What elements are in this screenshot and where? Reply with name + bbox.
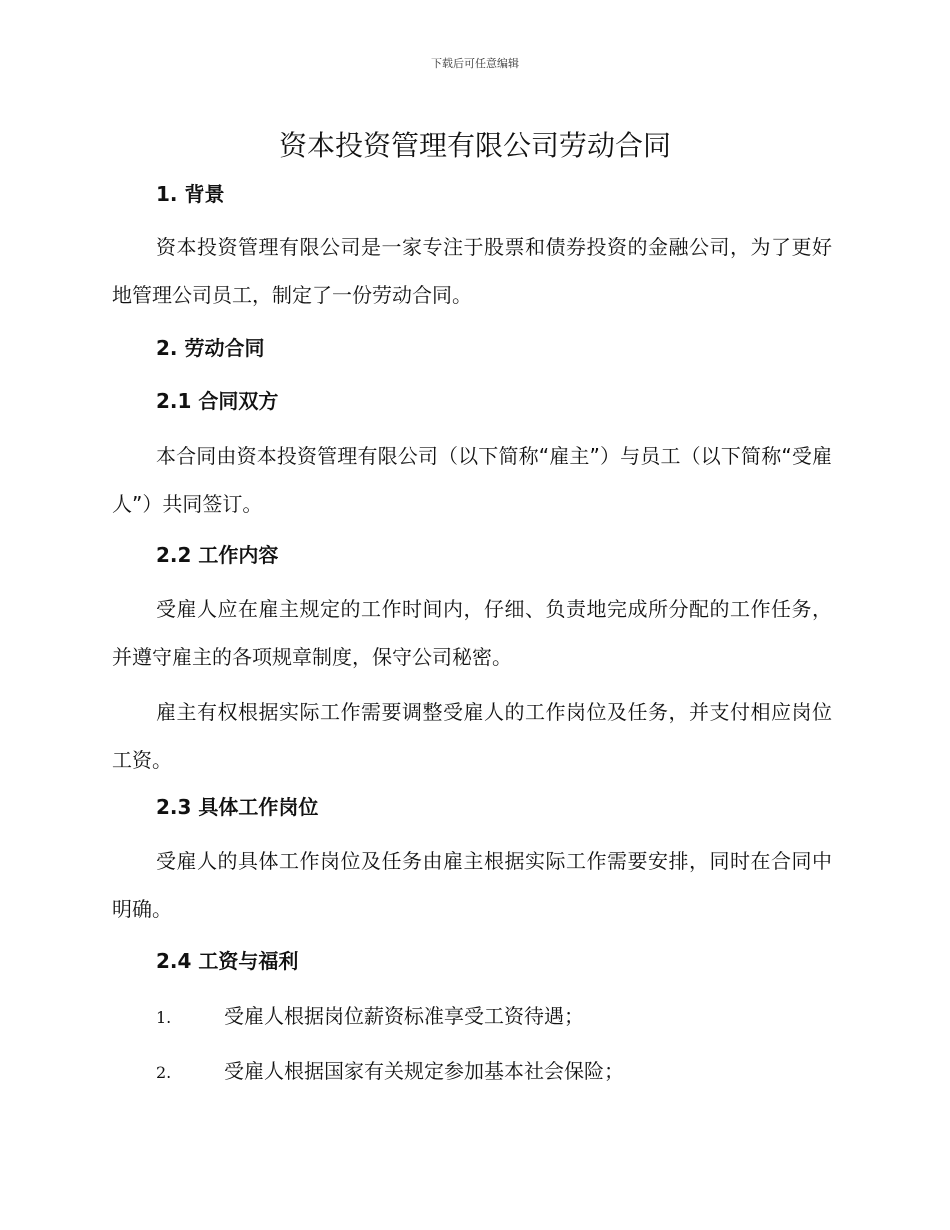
list-item-text: 受雇人根据岗位薪资标准享受工资待遇； [224,1004,584,1028]
list-item [156,1001,836,1033]
paragraph-work-content-1: 受雇人应在雇主规定的工作时间内，仔细、负责地完成所分配的工作任务，并遵守雇主的各项规章制度，保守公司秘密。 [112,597,832,669]
heading-position: 2.3 具体工作岗位 [156,795,319,819]
heading-salary: 2.4 工资与福利 [156,949,299,973]
list-item [156,1056,836,1088]
paragraph-parties: 本合同由资本投资管理有限公司（以下简称“雇主”）与员工（以下简称“受雇人”）共同签订。 [112,444,832,516]
paragraph-background: 资本投资管理有限公司是一家专注于股票和债券投资的金融公司，为了更好地管理公司员工，制定了一份劳动合同。 [112,235,832,307]
document-title: 资本投资管理有限公司劳动合同 [278,129,671,162]
list-item-text: 受雇人根据国家有关规定参加基本社会保险； [224,1059,624,1083]
header-note: 下载后可任意编辑 [431,57,519,70]
heading-contract: 2. 劳动合同 [156,336,265,360]
paragraph-work-content-2: 雇主有权根据实际工作需要调整受雇人的工作岗位及任务，并支付相应岗位工资。 [112,700,832,772]
heading-background: 1. 背景 [156,182,225,206]
heading-work-content: 2.2 工作内容 [156,543,279,567]
list-item-number: 2. [156,1063,172,1082]
paragraph-position: 受雇人的具体工作岗位及任务由雇主根据实际工作需要安排，同时在合同中明确。 [112,849,832,921]
heading-parties: 2.1 合同双方 [156,389,279,413]
list-item-number: 1. [156,1008,172,1027]
